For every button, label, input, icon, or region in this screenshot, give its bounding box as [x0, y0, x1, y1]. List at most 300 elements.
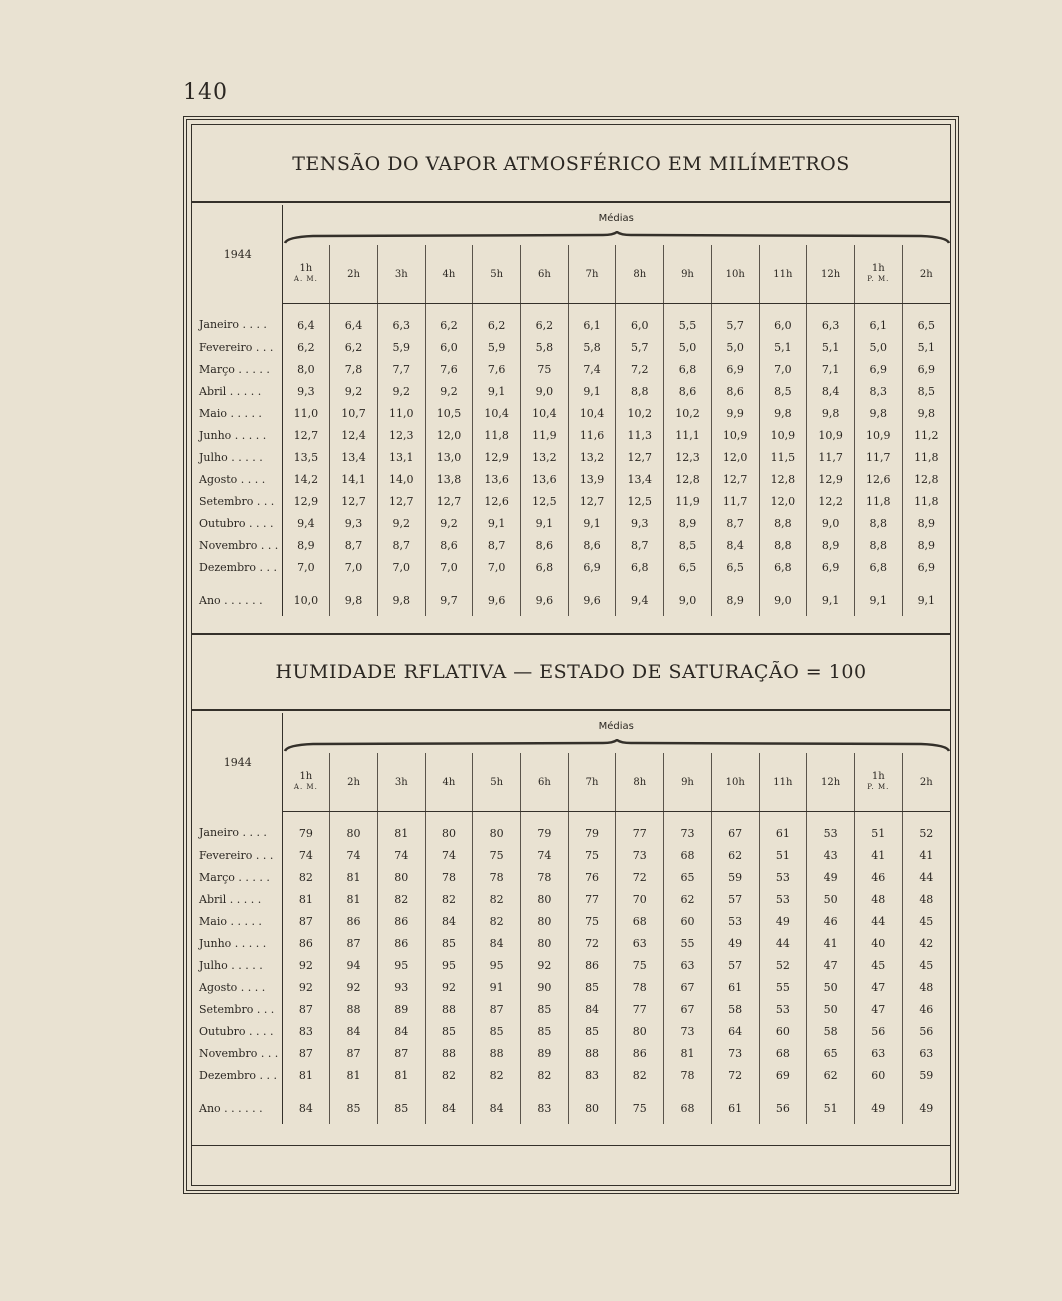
table-cell: 88 [568, 1042, 616, 1064]
title-rule [192, 201, 950, 203]
month-label: Setembro . . . [194, 998, 282, 1020]
table-cell: 61 [759, 812, 807, 845]
table-cell: 7,7 [377, 358, 425, 380]
table-cell: 6,0 [425, 336, 473, 358]
table-cell: 9,2 [425, 380, 473, 402]
table-cell: 11,3 [616, 424, 664, 446]
table-cell: 13,0 [425, 446, 473, 468]
page-frame-inner [191, 124, 951, 1186]
hour-label: 11h [773, 268, 793, 280]
table-cell: 88 [425, 1042, 473, 1064]
hour-header [425, 245, 473, 304]
table-cell: 8,9 [902, 512, 950, 534]
table-cell: 12,7 [282, 424, 330, 446]
table-cell: 7,0 [759, 358, 807, 380]
table-cell: 13,9 [568, 468, 616, 490]
table-cell: 6,4 [282, 304, 330, 337]
table-row [194, 1064, 950, 1086]
hour-header [282, 753, 330, 812]
table-cell: 12,9 [282, 490, 330, 512]
hour-label: 12h [821, 776, 841, 788]
table-cell: 11,5 [759, 446, 807, 468]
table-cell: 8,8 [759, 534, 807, 556]
table-cell: 85 [425, 1020, 473, 1042]
hour-period: A. M. [293, 783, 318, 791]
table-cell: 10,4 [473, 402, 521, 424]
table-cell: 12,7 [616, 446, 664, 468]
month-label: Dezembro . . . [194, 1064, 282, 1086]
table-cell: 9,1 [521, 512, 569, 534]
table-cell: 78 [425, 866, 473, 888]
hour-header [854, 245, 902, 304]
year-header: 1944 [194, 205, 282, 304]
hour-label: 12h [821, 268, 841, 280]
table-cell: 8,8 [616, 380, 664, 402]
table-cell: 60 [664, 910, 712, 932]
table-cell: 64 [711, 1020, 759, 1042]
table-cell: 7,6 [473, 358, 521, 380]
annual-row [194, 578, 950, 616]
table-cell: 84 [473, 932, 521, 954]
table-cell: 6,0 [616, 304, 664, 337]
table-cell: 82 [473, 910, 521, 932]
table-cell: 5,7 [616, 336, 664, 358]
table-cell: 55 [759, 976, 807, 998]
hour-period: P. M. [867, 783, 890, 791]
table-cell: 82 [473, 1064, 521, 1086]
month-label: Novembro . . . [194, 1042, 282, 1064]
table-cell: 6,8 [854, 556, 902, 578]
table-cell: 13,2 [568, 446, 616, 468]
table-cell: 10,4 [568, 402, 616, 424]
table-cell: 6,8 [664, 358, 712, 380]
table-cell: 53 [759, 866, 807, 888]
table-cell: 81 [282, 888, 330, 910]
table-cell: 6,2 [425, 304, 473, 337]
table-cell: 8,7 [330, 534, 378, 556]
table-cell: 73 [664, 812, 712, 845]
table-cell: 95 [377, 954, 425, 976]
hour-header [330, 753, 378, 812]
table-cell: 6,5 [711, 556, 759, 578]
table-cell: 61 [711, 976, 759, 998]
table-row [194, 336, 950, 358]
table-cell: 68 [759, 1042, 807, 1064]
table-cell: 74 [282, 844, 330, 866]
hour-label: 3h [394, 268, 408, 280]
table-cell: 13,2 [521, 446, 569, 468]
table-cell: 82 [473, 888, 521, 910]
table-cell: 95 [473, 954, 521, 976]
hour-label: 9h [681, 776, 694, 788]
table-row [194, 424, 950, 446]
table-cell: 11,8 [902, 490, 950, 512]
table-cell: 85 [330, 1086, 378, 1124]
table-cell: 7,0 [473, 556, 521, 578]
table-cell: 57 [711, 954, 759, 976]
hour-label: 1h [871, 771, 885, 782]
table-cell: 80 [377, 866, 425, 888]
hour-label: 8h [633, 268, 647, 280]
month-label: Junho . . . . . [194, 424, 282, 446]
table-cell: 8,5 [759, 380, 807, 402]
table-cell: 50 [807, 998, 855, 1020]
table-row [194, 358, 950, 380]
table-cell: 88 [425, 998, 473, 1020]
table-cell: 83 [521, 1086, 569, 1124]
table-row [194, 512, 950, 534]
table-cell: 12,8 [902, 468, 950, 490]
table-cell: 84 [425, 1086, 473, 1124]
table-cell: 51 [854, 812, 902, 845]
table-cell: 87 [330, 1042, 378, 1064]
hour-header [473, 245, 521, 304]
table-row [194, 976, 950, 998]
table-cell: 5,7 [711, 304, 759, 337]
table-cell: 13,1 [377, 446, 425, 468]
table-cell: 6,9 [568, 556, 616, 578]
table-row [194, 1042, 950, 1064]
table-cell: 67 [664, 976, 712, 998]
table-cell: 12,7 [330, 490, 378, 512]
table-cell: 90 [521, 976, 569, 998]
table-cell: 8,4 [807, 380, 855, 402]
table-cell: 9,0 [759, 578, 807, 616]
hour-label: 2h [919, 268, 933, 280]
bottom-rule [192, 1145, 950, 1146]
table-cell: 12,0 [711, 446, 759, 468]
hour-header [759, 753, 807, 812]
year-header: 1944 [194, 713, 282, 812]
table-cell: 9,6 [521, 578, 569, 616]
table-cell: 5,5 [664, 304, 712, 337]
table-cell: 5,0 [664, 336, 712, 358]
group-label: Médias [598, 212, 634, 224]
group-brace [282, 739, 950, 753]
table-cell: 13,5 [282, 446, 330, 468]
table-cell: 49 [759, 910, 807, 932]
table-cell: 5,0 [854, 336, 902, 358]
table-row [194, 844, 950, 866]
table-cell: 45 [902, 954, 950, 976]
table-cell: 85 [568, 1020, 616, 1042]
table-cell: 5,1 [902, 336, 950, 358]
table-cell: 56 [902, 1020, 950, 1042]
table-cell: 12,5 [616, 490, 664, 512]
table-cell: 53 [759, 888, 807, 910]
table-cell: 51 [807, 1086, 855, 1124]
table-cell: 75 [616, 1086, 664, 1124]
table-cell: 75 [568, 910, 616, 932]
table-cell: 86 [330, 910, 378, 932]
table-row [194, 812, 950, 845]
hour-header [902, 753, 950, 812]
table-cell: 80 [473, 812, 521, 845]
hour-header [711, 753, 759, 812]
table-cell: 93 [377, 976, 425, 998]
table-cell: 6,2 [330, 336, 378, 358]
table-cell: 56 [759, 1086, 807, 1124]
table-row [194, 402, 950, 424]
table-cell: 12,3 [377, 424, 425, 446]
table-cell: 11,8 [473, 424, 521, 446]
table-cell: 12,8 [759, 468, 807, 490]
hour-label: 10h [725, 776, 745, 788]
table-cell: 87 [282, 1042, 330, 1064]
hour-header [521, 245, 569, 304]
table-cell: 92 [282, 954, 330, 976]
table-cell: 48 [854, 888, 902, 910]
table-cell: 6,5 [664, 556, 712, 578]
group-label: Médias [598, 720, 634, 732]
table-row [194, 556, 950, 578]
table-cell: 78 [521, 866, 569, 888]
page-frame [183, 116, 959, 1194]
table-cell: 72 [711, 1064, 759, 1086]
table-cell: 59 [902, 1064, 950, 1086]
table-cell: 78 [473, 866, 521, 888]
table-cell: 12,0 [425, 424, 473, 446]
hour-label: 5h [490, 776, 504, 788]
table-cell: 44 [902, 866, 950, 888]
table-cell: 9,0 [521, 380, 569, 402]
month-label: Outubro . . . . [194, 1020, 282, 1042]
table-cell: 7,1 [807, 358, 855, 380]
table-cell: 49 [854, 1086, 902, 1124]
table-cell: 12,8 [664, 468, 712, 490]
table-cell: 87 [282, 998, 330, 1020]
table-cell: 80 [521, 910, 569, 932]
table-cell: 87 [330, 932, 378, 954]
table-cell: 6,3 [807, 304, 855, 337]
table-cell: 41 [854, 844, 902, 866]
table-cell: 56 [854, 1020, 902, 1042]
title-rule [192, 709, 950, 711]
table-cell: 81 [330, 888, 378, 910]
table-cell: 10,9 [807, 424, 855, 446]
table-cell: 48 [902, 976, 950, 998]
hour-header [568, 753, 616, 812]
table-cell: 10,0 [282, 578, 330, 616]
table-cell: 88 [330, 998, 378, 1020]
table-cell: 48 [902, 888, 950, 910]
hour-header [664, 753, 712, 812]
table-cell: 81 [282, 1064, 330, 1086]
table-cell: 7,2 [616, 358, 664, 380]
table-cell: 47 [854, 976, 902, 998]
table-cell: 8,8 [854, 534, 902, 556]
table-row [194, 534, 950, 556]
table-cell: 8,7 [711, 512, 759, 534]
table-cell: 5,0 [711, 336, 759, 358]
table-cell: 9,8 [759, 402, 807, 424]
month-label: Abril . . . . . [194, 888, 282, 910]
table-cell: 5,1 [807, 336, 855, 358]
table-cell: 8,6 [711, 380, 759, 402]
table-cell: 79 [568, 812, 616, 845]
table-cell: 85 [377, 1086, 425, 1124]
table-cell: 9,2 [377, 380, 425, 402]
table-cell: 43 [807, 844, 855, 866]
table-cell: 11,0 [377, 402, 425, 424]
table-cell: 12,3 [664, 446, 712, 468]
hour-period: A. M. [293, 275, 318, 283]
table-cell: 11,8 [902, 446, 950, 468]
table-cell: 9,4 [282, 512, 330, 534]
hour-header [711, 245, 759, 304]
table-cell: 80 [568, 1086, 616, 1124]
table-cell: 9,2 [330, 380, 378, 402]
table-cell: 12,6 [473, 490, 521, 512]
hour-label: 1h [299, 263, 313, 274]
table-cell: 8,7 [616, 534, 664, 556]
table-row [194, 1020, 950, 1042]
table-cell: 11,2 [902, 424, 950, 446]
table-cell: 6,8 [759, 556, 807, 578]
table-cell: 9,9 [711, 402, 759, 424]
table-row [194, 468, 950, 490]
table-cell: 88 [473, 1042, 521, 1064]
hour-header [807, 753, 855, 812]
table-cell: 57 [711, 888, 759, 910]
table-cell: 9,8 [902, 402, 950, 424]
table-cell: 9,6 [473, 578, 521, 616]
table-cell: 87 [282, 910, 330, 932]
table-cell: 84 [282, 1086, 330, 1124]
month-label: Janeiro . . . . [194, 304, 282, 337]
table-cell: 10,9 [711, 424, 759, 446]
table-cell: 11,9 [664, 490, 712, 512]
table-cell: 11,9 [521, 424, 569, 446]
table-cell: 46 [854, 866, 902, 888]
table-cell: 81 [664, 1042, 712, 1064]
table-cell: 82 [425, 1064, 473, 1086]
section-title-vapor: TENSÃO DO VAPOR ATMOSFÉRICO EM MILÍMETROS [292, 153, 850, 175]
hour-header [330, 245, 378, 304]
vapor-pressure-table [194, 205, 950, 616]
table-cell: 12,0 [759, 490, 807, 512]
table-cell: 63 [616, 932, 664, 954]
table-row [194, 380, 950, 402]
hour-label: 6h [537, 776, 551, 788]
month-label: Junho . . . . . [194, 932, 282, 954]
table-cell: 86 [377, 910, 425, 932]
hour-label: 7h [585, 776, 599, 788]
table-cell: 78 [616, 976, 664, 998]
table-cell: 11,0 [282, 402, 330, 424]
table-cell: 6,4 [330, 304, 378, 337]
hour-header [759, 245, 807, 304]
table-cell: 74 [425, 844, 473, 866]
table-cell: 42 [902, 932, 950, 954]
table-cell: 50 [807, 888, 855, 910]
table-cell: 8,8 [854, 512, 902, 534]
table-cell: 5,8 [521, 336, 569, 358]
table-cell: 7,6 [425, 358, 473, 380]
hour-header [616, 245, 664, 304]
month-label: Maio . . . . . [194, 402, 282, 424]
table-cell: 49 [807, 866, 855, 888]
table-cell: 92 [330, 976, 378, 998]
table-cell: 62 [711, 844, 759, 866]
table-cell: 6,2 [521, 304, 569, 337]
hour-label: 1h [871, 263, 885, 274]
table-cell: 61 [711, 1086, 759, 1124]
table-cell: 8,7 [473, 534, 521, 556]
table-cell: 8,9 [711, 578, 759, 616]
table-cell: 6,3 [377, 304, 425, 337]
table-cell: 41 [807, 932, 855, 954]
table-cell: 86 [616, 1042, 664, 1064]
table-cell: 45 [854, 954, 902, 976]
table-cell: 77 [616, 998, 664, 1020]
table-row [194, 888, 950, 910]
table-cell: 84 [330, 1020, 378, 1042]
table-cell: 12,9 [473, 446, 521, 468]
table-cell: 86 [377, 932, 425, 954]
month-label: Dezembro . . . [194, 556, 282, 578]
table-cell: 8,6 [664, 380, 712, 402]
table-cell: 80 [521, 932, 569, 954]
table-cell: 49 [902, 1086, 950, 1124]
table-cell: 68 [664, 844, 712, 866]
table-cell: 9,8 [807, 402, 855, 424]
hour-label: 2h [347, 776, 360, 788]
hour-label: 3h [394, 776, 408, 788]
table-cell: 78 [664, 1064, 712, 1086]
hour-label: 1h [299, 771, 313, 782]
table-cell: 9,2 [377, 512, 425, 534]
table-row [194, 490, 950, 512]
table-cell: 47 [807, 954, 855, 976]
table-cell: 69 [759, 1064, 807, 1086]
table-cell: 60 [759, 1020, 807, 1042]
table-cell: 10,7 [330, 402, 378, 424]
table-cell: 81 [377, 812, 425, 845]
table-cell: 77 [568, 888, 616, 910]
table-cell: 6,5 [902, 304, 950, 337]
table-cell: 12,7 [711, 468, 759, 490]
table-cell: 12,4 [330, 424, 378, 446]
table-cell: 8,6 [521, 534, 569, 556]
table-cell: 45 [902, 910, 950, 932]
table-cell: 10,9 [854, 424, 902, 446]
month-label: Fevereiro . . . [194, 336, 282, 358]
table-cell: 79 [521, 812, 569, 845]
table-cell: 9,0 [664, 578, 712, 616]
table-cell: 70 [616, 888, 664, 910]
table-cell: 12,5 [521, 490, 569, 512]
table-cell: 74 [377, 844, 425, 866]
table-cell: 58 [711, 998, 759, 1020]
relative-humidity-table [194, 713, 950, 1124]
table-cell: 82 [616, 1064, 664, 1086]
table-cell: 44 [854, 910, 902, 932]
table-cell: 75 [568, 844, 616, 866]
table-cell: 13,4 [330, 446, 378, 468]
table-cell: 13,8 [425, 468, 473, 490]
table-cell: 9,3 [282, 380, 330, 402]
table-cell: 75 [473, 844, 521, 866]
table-cell: 67 [664, 998, 712, 1020]
table-cell: 74 [330, 844, 378, 866]
table-cell: 52 [902, 812, 950, 845]
table-cell: 6,0 [759, 304, 807, 337]
table-cell: 75 [521, 358, 569, 380]
table-cell: 9,1 [902, 578, 950, 616]
hour-header [473, 753, 521, 812]
table-cell: 12,9 [807, 468, 855, 490]
